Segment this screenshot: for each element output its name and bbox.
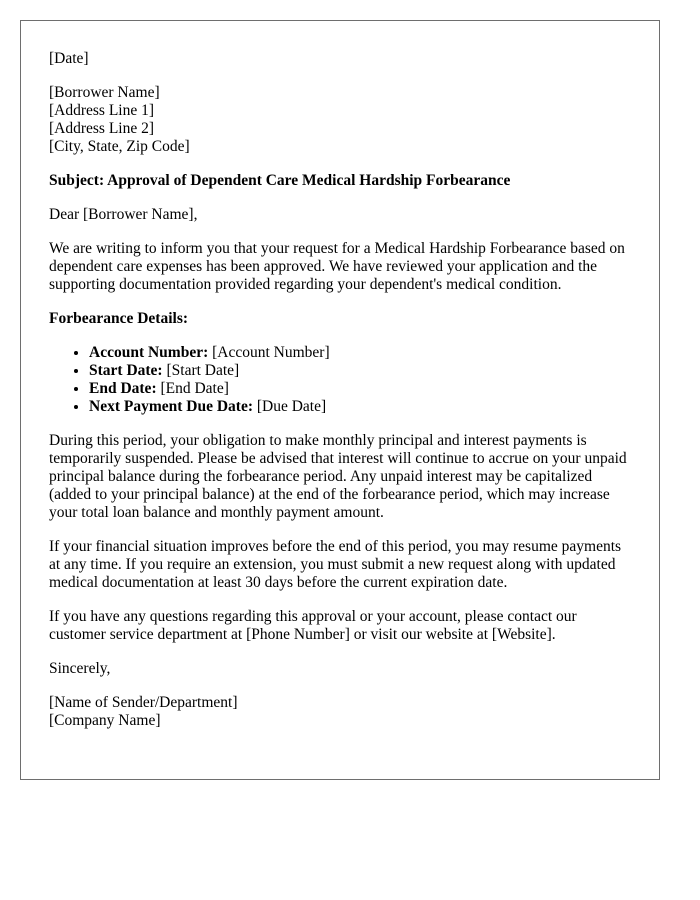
detail-label: Next Payment Due Date: <box>89 398 253 415</box>
sender-company: [Company Name] <box>49 712 161 729</box>
detail-item-start-date <box>89 362 631 380</box>
detail-item-next-payment-due-date <box>89 398 631 416</box>
sender-name: [Name of Sender/Department] <box>49 694 238 711</box>
letter-salutation: Dear [Borrower Name], <box>49 206 198 223</box>
details-heading: Forbearance Details: <box>49 310 189 327</box>
detail-value: [Start Date] <box>162 362 240 379</box>
signature-block <box>49 694 631 730</box>
detail-value: [Due Date] <box>253 398 327 415</box>
letter-date: [Date] <box>49 50 89 67</box>
detail-value: [End Date] <box>156 380 229 397</box>
recipient-city-state-zip: [City, State, Zip Code] <box>49 138 190 155</box>
detail-label: Start Date: <box>89 362 163 379</box>
recipient-address-line-2: [Address Line 2] <box>49 120 155 137</box>
detail-item-account-number <box>89 344 631 362</box>
detail-label: End Date: <box>89 380 157 397</box>
recipient-name: [Borrower Name] <box>49 84 160 101</box>
contact-paragraph: If you have any questions regarding this approval or your account, please contact our customer service department at [Phone Number] or visit our website at [Website]. <box>49 608 577 643</box>
recipient-address-block <box>49 84 631 156</box>
letter-closing: Sincerely, <box>49 660 111 677</box>
letter-subject: Subject: Approval of Dependent Care Medical Hardship Forbearance <box>49 172 511 189</box>
intro-paragraph: We are writing to inform you that your request for a Medical Hardship Forbearance based on dependent care expenses has been approved. We have reviewed your application and the supporting documentation provided regarding your dependent's medical condition. <box>49 240 625 293</box>
detail-value: [Account Number] <box>208 344 330 361</box>
detail-item-end-date <box>89 380 631 398</box>
extension-paragraph: If your financial situation improves before the end of this period, you may resume payments at any time. If you require an extension, you must submit a new request along with updated medical documentation at least 30 days before the current expiration date. <box>49 538 622 591</box>
details-list <box>49 344 631 416</box>
detail-label: Account Number: <box>89 344 209 361</box>
forbearance-period-paragraph: During this period, your obligation to make monthly principal and interest payments is temporarily suspended. Please be advised that interest will continue to accrue on your unpaid principal balance during the forbearance period. Any unpaid interest may be capitalized (added to your principal balance) at the end of the forbearance period, which may increase your total loan balance and monthly payment amount. <box>49 432 627 521</box>
recipient-address-line-1: [Address Line 1] <box>49 102 155 119</box>
letter-container <box>20 20 660 780</box>
